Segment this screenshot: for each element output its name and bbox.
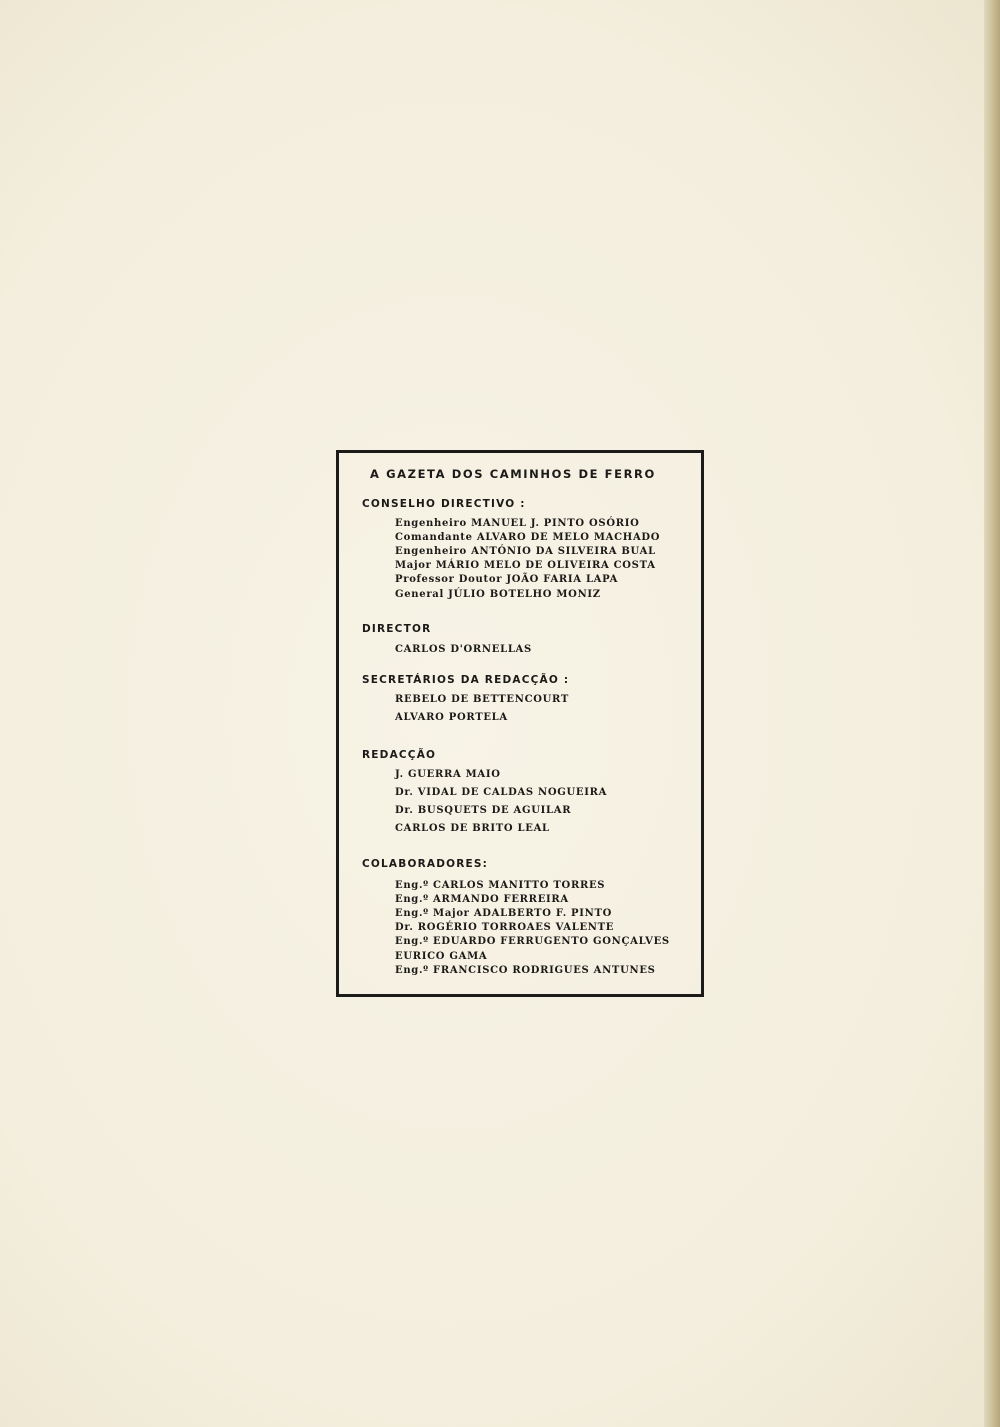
redaccao-member: CARLOS DE BRITO LEAL (395, 823, 550, 834)
redaccao-heading: REDACÇÃO (362, 749, 437, 761)
conselho-heading: CONSELHO DIRECTIVO : (362, 498, 526, 510)
secretarios-member: REBELO DE BETTENCOURT (395, 694, 570, 705)
director-heading: DIRECTOR (362, 623, 432, 635)
page-edge (984, 0, 1000, 1427)
colaboradores-member: Eng.º ARMANDO FERREIRA (395, 894, 569, 905)
colaboradores-member: Eng.º FRANCISCO RODRIGUES ANTUNES (395, 965, 656, 976)
secretarios-member: ALVARO PORTELA (395, 712, 508, 723)
colaboradores-member: Eng.º EDUARDO FERRUGENTO GONÇALVES (395, 936, 670, 947)
colaboradores-member: Dr. ROGÉRIO TORROAES VALENTE (395, 922, 615, 933)
secretarios-heading: SECRETÁRIOS DA REDACÇÃO : (362, 674, 570, 686)
colaboradores-member: Eng.º CARLOS MANITTO TORRES (395, 880, 606, 891)
conselho-member: Comandante ALVARO DE MELO MACHADO (395, 532, 661, 543)
conselho-member: Major MÁRIO MELO DE OLIVEIRA COSTA (395, 560, 656, 571)
redaccao-member: J. GUERRA MAIO (395, 769, 501, 780)
colaboradores-heading: COLABORADORES: (362, 858, 489, 870)
conselho-member: Engenheiro MANUEL J. PINTO OSÓRIO (395, 518, 640, 529)
conselho-member: Professor Doutor JOÃO FARIA LAPA (395, 574, 619, 585)
redaccao-member: Dr. BUSQUETS DE AGUILAR (395, 805, 572, 816)
colaboradores-member: Eng.º Major ADALBERTO F. PINTO (395, 908, 613, 919)
colaboradores-member: EURICO GAMA (395, 951, 488, 962)
director-member: CARLOS D'ORNELLAS (395, 644, 532, 655)
conselho-member: General JÚLIO BOTELHO MONIZ (395, 589, 601, 600)
masthead-title: A GAZETA DOS CAMINHOS DE FERRO (370, 467, 656, 481)
conselho-member: Engenheiro ANTÓNIO DA SILVEIRA BUAL (395, 546, 656, 557)
redaccao-member: Dr. VIDAL DE CALDAS NOGUEIRA (395, 787, 608, 798)
